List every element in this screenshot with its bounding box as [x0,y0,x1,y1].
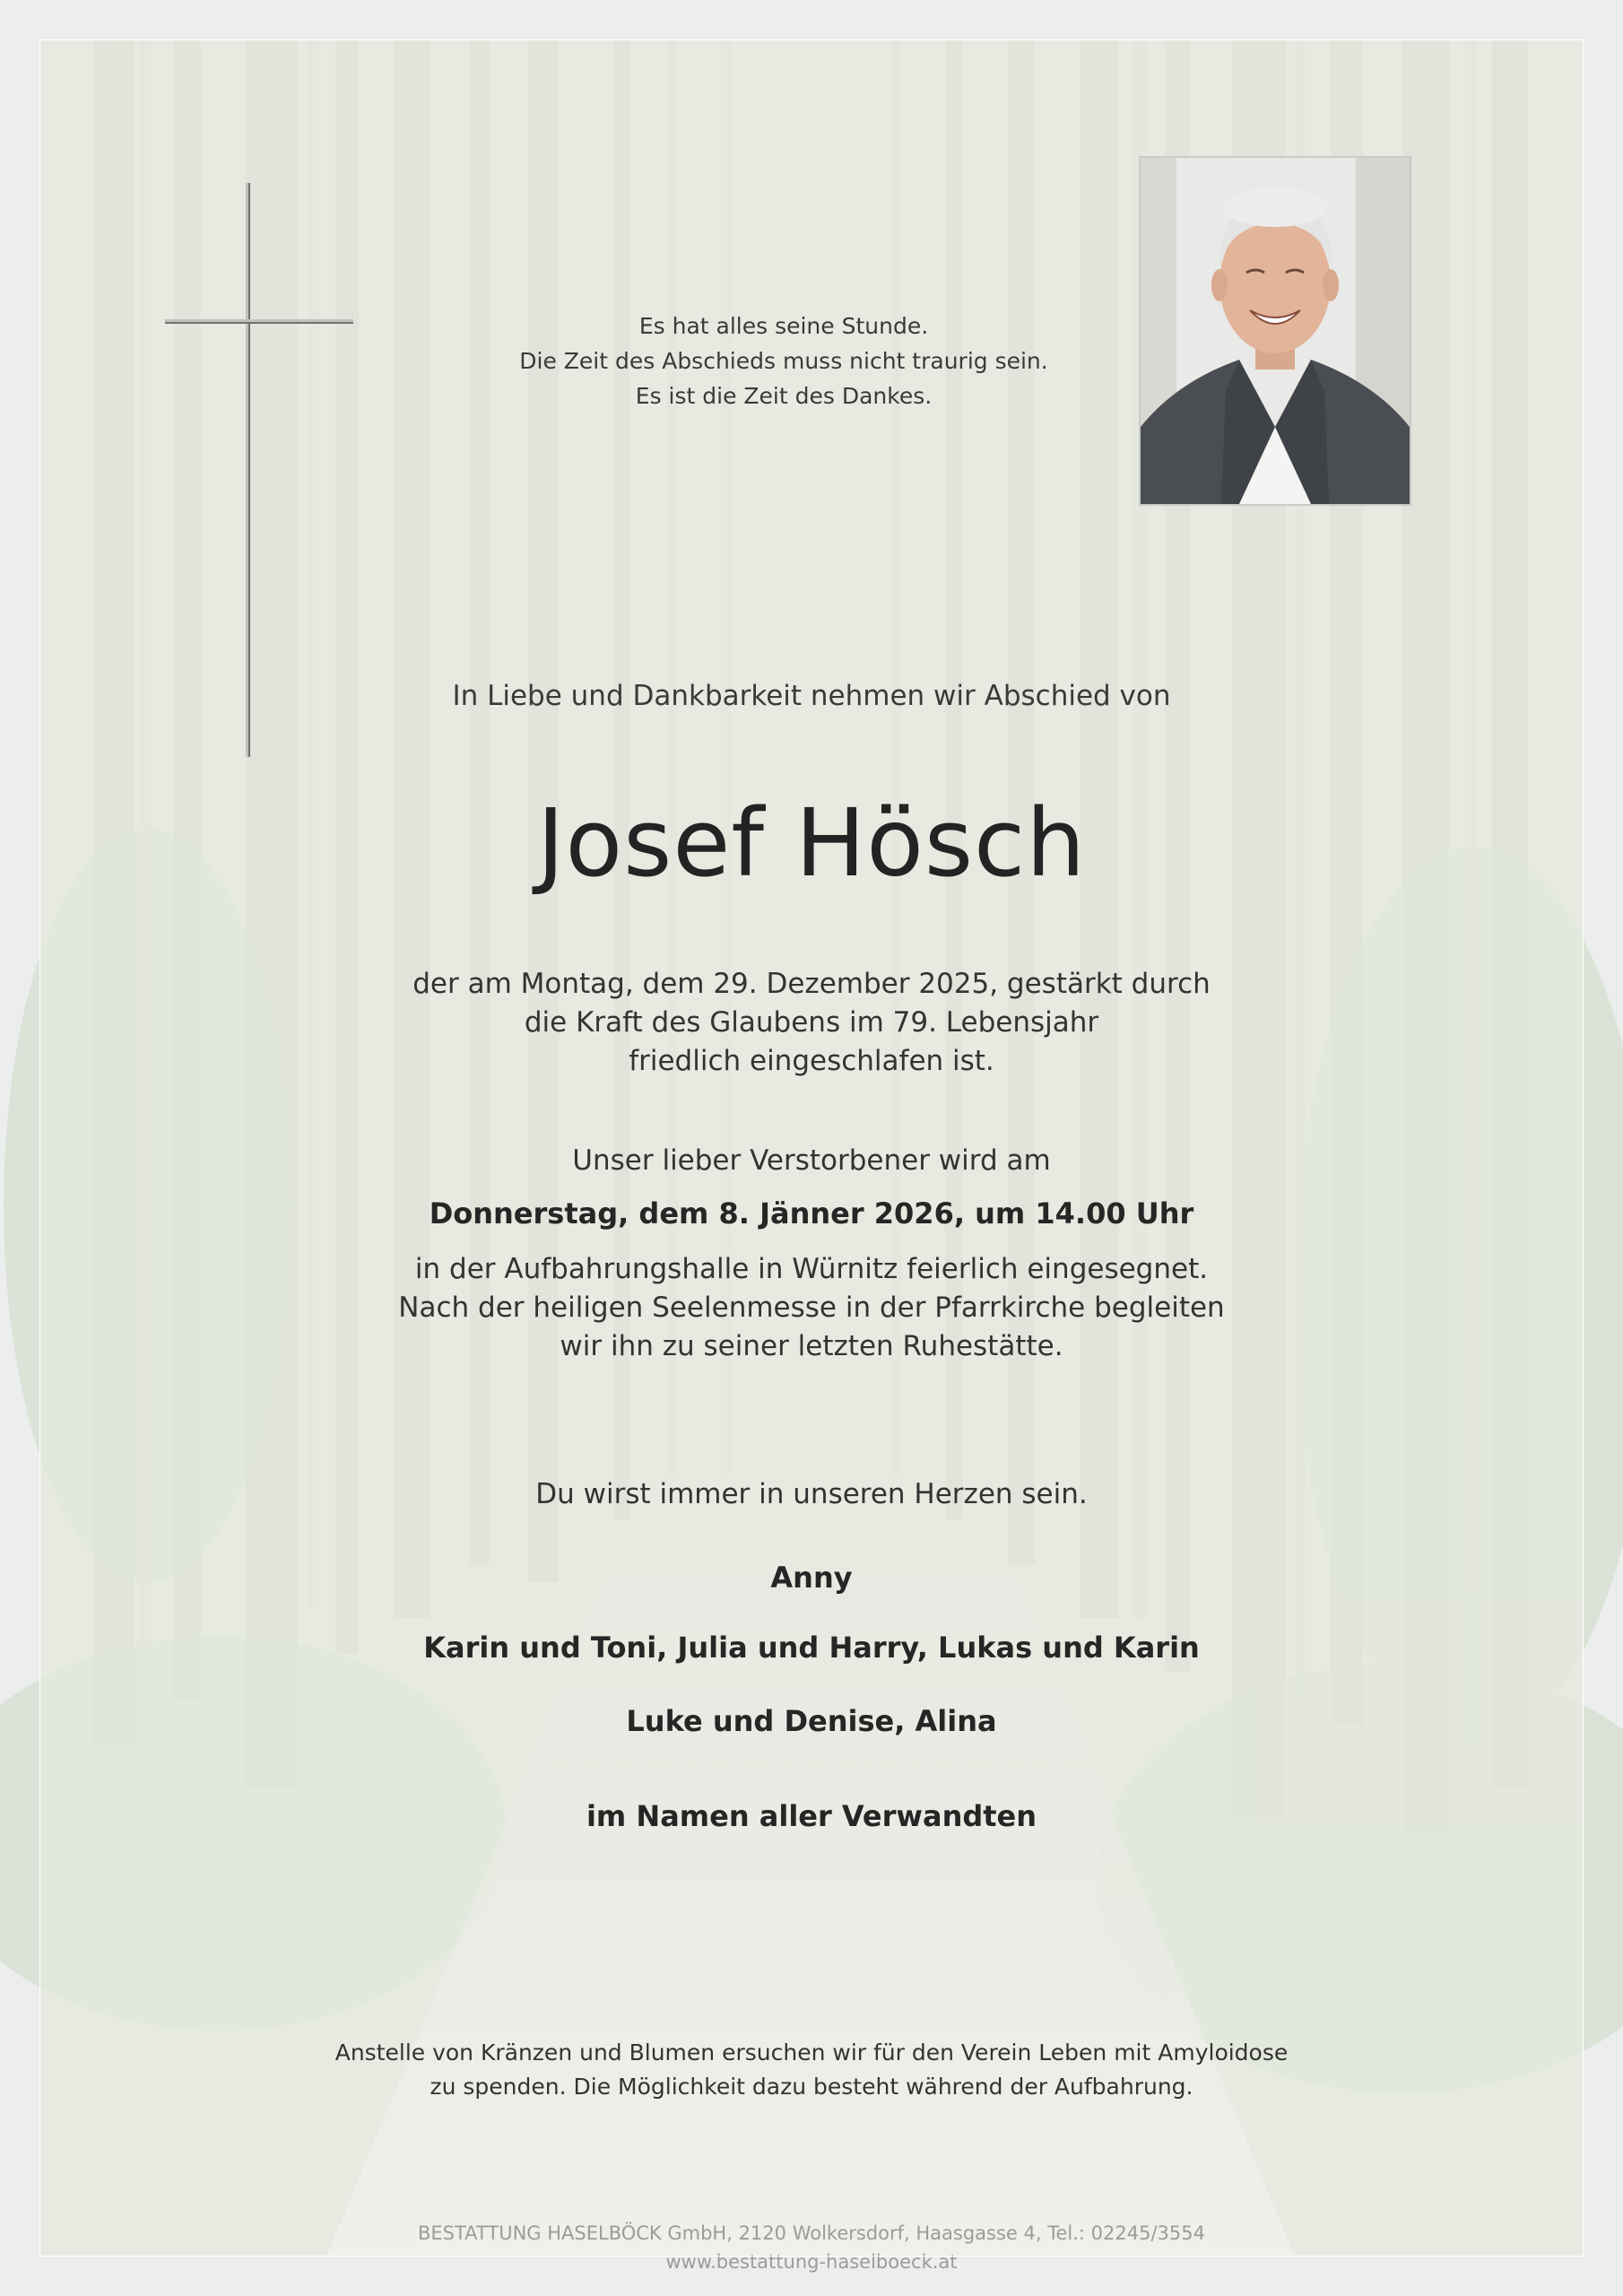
mourner-line: Karin und Toni, Julia und Harry, Lukas und Karin [423,1631,1200,1665]
ceremony-line: Nach der heiligen Seelenmesse in der Pfarrkirche begleiten [398,1292,1225,1324]
motto-line: Es hat alles seine Stunde. [638,313,929,339]
obituary-card [39,39,1584,2273]
death-notice [39,965,1584,1081]
cross-icon [165,183,353,757]
ceremony-line: in der Aufbahrungshalle in Würnitz feierlich eingesegnet. [414,1253,1209,1285]
motto-line: Es ist die Zeit des Dankes. [635,383,933,409]
funeral-home-website[interactable]: www.bestattung-haselboeck.at [665,2251,958,2273]
motto [452,309,1115,413]
ceremony-announcement: Unser lieber Verstorbener wird am [572,1144,1051,1177]
ceremony-date: Donnerstag, dem 8. Jänner 2026, um 14.00 Uhr [429,1196,1194,1231]
closing-line: Du wirst immer in unseren Herzen sein. [535,1478,1088,1510]
death-notice-line: der am Montag, dem 29. Dezember 2025, gestärkt durch [412,968,1211,1000]
motto-line: Die Zeit des Abschieds muss nicht traurig sein. [519,348,1048,374]
funeral-home-address: BESTATTUNG HASELBÖCK GmbH, 2120 Wolkersdorf, Haasgasse 4, Tel.: 02245/3554 [417,2222,1205,2244]
death-notice-line: friedlich eingeschlafen ist. [629,1045,994,1077]
mourner-line: im Namen aller Verwandten [586,1799,1037,1833]
ceremony-details [39,1250,1584,1366]
ceremony-line: wir ihn zu seiner letzten Ruhestätte. [560,1330,1063,1362]
death-notice-line: die Kraft des Glaubens im 79. Lebensjahr [524,1006,1099,1039]
donation-line: Anstelle von Kränzen und Blumen ersuchen wir für den Verein Leben mit Amyloidose [334,2039,1289,2066]
farewell-intro: In Liebe und Dankbarkeit nehmen wir Abschied von [452,680,1171,712]
portrait-photo [1139,156,1411,506]
mourner-line: Anny [770,1561,853,1595]
mourner-line: Luke und Denise, Alina [626,1704,997,1738]
deceased-name: Josef Hösch [536,788,1087,898]
donation-line: zu spenden. Die Möglichkeit dazu besteht während der Aufbahrung. [430,2074,1193,2100]
donation-note [39,2036,1584,2104]
funeral-home-footer [39,2219,1584,2276]
